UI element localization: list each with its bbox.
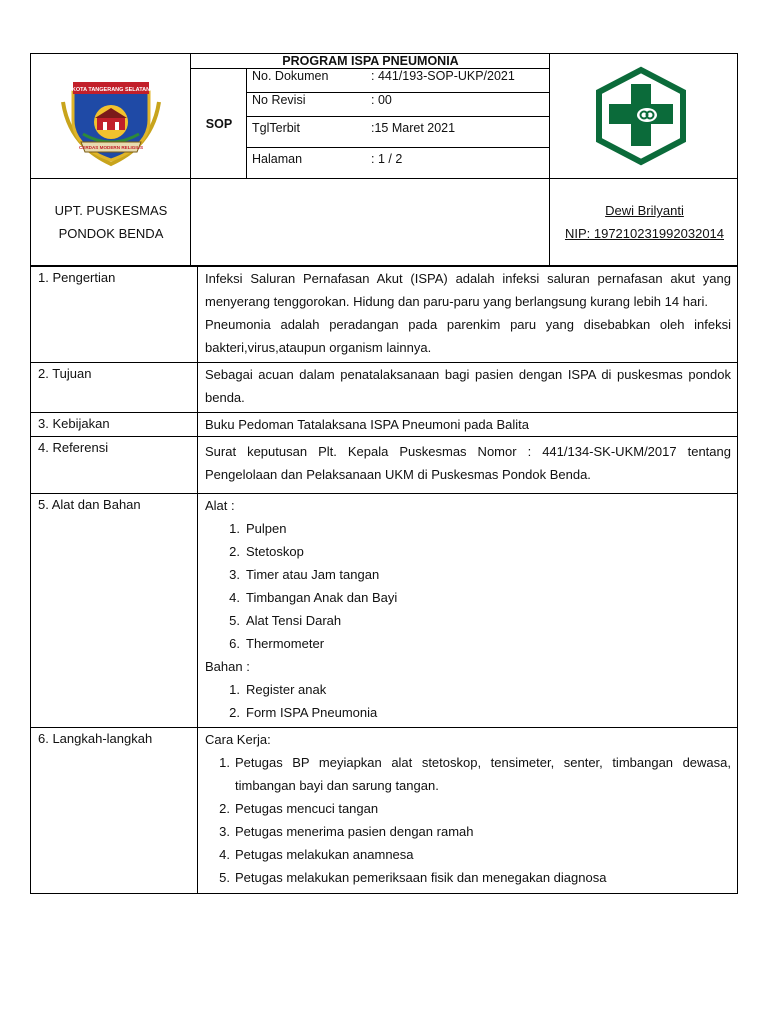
section-label: 3. Kebijakan — [31, 413, 198, 437]
emblem-ribbon-text: CERDAS MODERN RELIGIUS — [78, 145, 144, 150]
emblem-banner-text: KOTA TANGERANG SELATAN — [71, 87, 151, 93]
list-item: 6. Thermometer — [229, 636, 325, 651]
section-body — [198, 267, 738, 363]
paragraph: Infeksi Saluran Pernafasan Akut (ISPA) adalah infeksi saluran pernafasan akut yang menyerang tenggorokan. Hidung dan paru-paru yang berlangsung kurang lebih 14 hari. — [205, 271, 731, 309]
section-label: 5. Alat dan Bahan — [31, 494, 198, 728]
meta-value: :15 Maret 2021 — [371, 121, 456, 135]
city-emblem-icon — [51, 72, 171, 172]
langkah-list — [205, 751, 731, 889]
paragraph: Buku Pedoman Tatalaksana ISPA Pneumoni pada Balita — [205, 417, 530, 432]
section-tujuan — [31, 363, 738, 413]
meta-key: No Revisi — [252, 93, 306, 107]
meta-key: Halaman — [252, 152, 303, 166]
paragraph: Pneumonia adalah peradangan pada parenkim paru yang disebabkan oleh infeksi bakteri,virus,ataupun organism lainnya. — [205, 317, 731, 355]
alat-list — [205, 517, 731, 655]
meta-value: : 1 / 2 — [371, 152, 403, 166]
meta-tgl-terbit — [247, 116, 550, 147]
sop-document — [30, 53, 738, 894]
list-item: 4. Petugas melakukan anamnesa — [219, 847, 414, 862]
list-item: 2. Petugas mencuci tangan — [219, 801, 379, 816]
bahan-list — [205, 678, 731, 724]
section-body — [198, 413, 738, 437]
langkah-heading: Cara Kerja: — [205, 732, 271, 747]
section-langkah — [31, 728, 738, 894]
section-body — [198, 494, 738, 728]
document-header — [30, 53, 738, 179]
section-pengertian — [31, 267, 738, 363]
document-title: PROGRAM ISPA PNEUMONIA — [282, 54, 459, 68]
meta-value: : 00 — [371, 93, 392, 107]
meta-key: No. Dokumen — [252, 69, 329, 83]
list-item: 2. Stetoskop — [229, 544, 304, 559]
list-item: 3. Timer atau Jam tangan — [229, 567, 380, 582]
puskesmas-logo-icon — [591, 66, 691, 166]
list-item: 1. Petugas BP meyiapkan alat stetoskop, tensimeter, senter, timbangan dewasa, timbangan bayi dan sarung tangan. — [219, 755, 731, 793]
unit-line-2: PONDOK BENDA — [58, 226, 164, 241]
section-body — [198, 728, 738, 894]
paragraph: Surat keputusan Plt. Kepala Puskesmas Nomor : 441/134-SK-UKM/2017 tentang Pengelolaan dan Pelaksanaan UKM di Puskesmas Pondok Benda. — [205, 444, 731, 482]
section-label: 6. Langkah-langkah — [31, 728, 198, 894]
sop-content-table — [30, 266, 738, 894]
signer-nip: NIP: 197210231992032014 — [564, 226, 725, 241]
list-item: 4. Timbangan Anak dan Bayi — [229, 590, 398, 605]
section-alat-bahan — [31, 494, 738, 728]
sop-label: SOP — [205, 117, 233, 131]
meta-no-dokumen — [247, 68, 550, 92]
unit-line-1: UPT. PUSKESMAS — [54, 203, 168, 218]
list-item: 1. Pulpen — [229, 521, 287, 536]
list-item: 5. Petugas melakukan pemeriksaan fisik dan menegakan diagnosa — [219, 870, 607, 885]
list-item: 3. Petugas menerima pasien dengan ramah — [219, 824, 474, 839]
paragraph: Sebagai acuan dalam penatalaksanaan bagi pasien dengan ISPA di puskesmas pondok benda. — [205, 367, 731, 405]
list-item: 2. Form ISPA Pneumonia — [229, 705, 378, 720]
list-item: 5. Alat Tensi Darah — [229, 613, 342, 628]
section-kebijakan — [31, 413, 738, 437]
section-body — [198, 363, 738, 413]
bahan-heading: Bahan : — [205, 659, 250, 674]
unit-signature-row — [30, 179, 738, 266]
meta-value: : 441/193-SOP-UKP/2021 — [371, 69, 515, 83]
signature-block — [550, 199, 739, 245]
meta-no-revisi — [247, 92, 550, 116]
meta-key: TglTerbit — [252, 121, 300, 135]
list-item: 1. Register anak — [229, 682, 327, 697]
section-label: 4. Referensi — [31, 437, 198, 494]
section-label: 1. Pengertian — [31, 267, 198, 363]
signer-name: Dewi Brilyanti — [605, 203, 684, 218]
alat-heading: Alat : — [205, 498, 235, 513]
section-referensi — [31, 437, 738, 494]
unit-name — [31, 199, 191, 245]
meta-halaman — [247, 147, 550, 180]
section-label: 2. Tujuan — [31, 363, 198, 413]
section-body — [198, 437, 738, 494]
